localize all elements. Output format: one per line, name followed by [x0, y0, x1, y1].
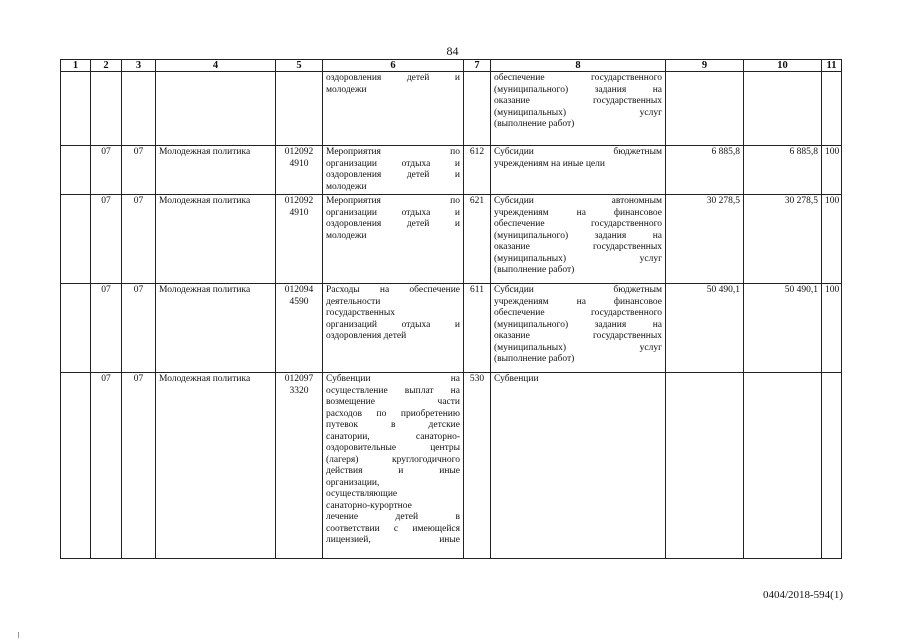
text-line: оказание государственных	[494, 96, 662, 106]
text-line: (муниципального) задания на	[494, 84, 662, 95]
cell-expense-code: 530	[464, 373, 491, 559]
column-header-8: 8	[491, 60, 666, 72]
text-line: (выполнение работ)	[494, 354, 575, 364]
column-header-3: 3	[122, 60, 156, 72]
cell-program-name: Молодежная политика	[156, 146, 276, 195]
cell-col1	[61, 146, 91, 195]
text-line: соответствии с имеющейся	[326, 523, 460, 534]
text-line: молодежи	[326, 230, 367, 241]
code-line: 012094	[284, 285, 314, 295]
cell-expense-name	[491, 284, 666, 373]
page-number: 84	[446, 44, 459, 58]
cell-section: 07	[91, 373, 122, 559]
text-line: (выполнение работ)	[494, 265, 575, 275]
cell-actual: 30 278,5	[744, 195, 822, 284]
code-line: 4910	[289, 207, 309, 218]
text-line: (муниципального) задания на	[494, 319, 662, 330]
cell-percent: 100	[822, 146, 842, 195]
cell-expense-name	[491, 72, 666, 146]
cell-expense-name	[491, 146, 666, 195]
text-line: оказание государственных	[494, 242, 662, 252]
cell-program-name: Молодежная политика	[156, 195, 276, 284]
cell-program-name: Молодежная политика	[156, 284, 276, 373]
text-line: (муниципальных) услуг	[494, 107, 662, 118]
cell-subsection: 07	[122, 195, 156, 284]
cell-expense-code	[464, 72, 491, 146]
text-line: учреждениям на финансовое	[494, 207, 662, 218]
cell-target-code	[276, 373, 323, 559]
cell-program-name	[156, 72, 276, 146]
cell-section: 07	[91, 195, 122, 284]
text-line: организации,	[326, 477, 380, 488]
cell-subsection: 07	[122, 284, 156, 373]
cell-expense-name	[491, 373, 666, 559]
cell-event-name	[323, 195, 464, 284]
cell-event-name	[323, 373, 464, 559]
text-line: Мероприятия по	[326, 196, 460, 206]
text-line: (муниципальных) услуг	[494, 342, 662, 353]
cell-program-name: Молодежная политика	[156, 373, 276, 559]
text-line: оздоровления детей	[326, 331, 407, 341]
text-line: действия и иные	[326, 466, 460, 476]
code-line: 012092	[284, 196, 314, 206]
column-header-5: 5	[276, 60, 323, 72]
cell-col1	[61, 72, 91, 146]
table-row	[61, 146, 842, 195]
text-line: (лагеря) круглогодичного	[326, 454, 460, 465]
code-line: 012097	[284, 374, 314, 384]
text-line: Субсидии бюджетным	[494, 147, 662, 157]
cell-section: 07	[91, 284, 122, 373]
cell-expense-code: 621	[464, 195, 491, 284]
cell-event-name	[323, 146, 464, 195]
cell-planned	[666, 373, 744, 559]
cell-target-code	[276, 195, 323, 284]
scan-corner-mark	[18, 632, 25, 638]
text-line: обеспечение государственного	[494, 308, 662, 318]
text-line: (муниципального) задания на	[494, 230, 662, 241]
cell-target-code	[276, 284, 323, 373]
cell-percent: 100	[822, 195, 842, 284]
cell-actual: 6 885,8	[744, 146, 822, 195]
text-line: лечение детей в	[326, 512, 460, 522]
cell-target-code	[276, 146, 323, 195]
text-line: обеспечение государственного	[494, 219, 662, 229]
cell-event-name	[323, 72, 464, 146]
text-line: организации отдыха и	[326, 158, 460, 169]
text-line: лицензией, иные	[326, 535, 460, 545]
document-code: 0404/2018-594(1)	[762, 589, 843, 601]
text-line: молодежи	[326, 181, 367, 192]
column-header-7: 7	[464, 60, 491, 72]
column-header-2: 2	[91, 60, 122, 72]
text-line: санатории, санаторно-	[326, 431, 460, 442]
text-line: Мероприятия по	[326, 147, 460, 157]
text-line: учреждениям на финансовое	[494, 296, 662, 307]
cell-expense-code: 612	[464, 146, 491, 195]
text-line: осуществляющие	[326, 489, 398, 499]
code-line: 4590	[289, 296, 309, 307]
cell-section: 07	[91, 146, 122, 195]
cell-percent: 100	[822, 284, 842, 373]
text-line: (муниципальных) услуг	[494, 253, 662, 264]
text-line: осуществление выплат на	[326, 385, 460, 396]
text-line: Субвенции	[494, 374, 539, 384]
text-line: государственных	[326, 308, 396, 318]
cell-section	[91, 72, 122, 146]
text-line: путевок в детские	[326, 420, 460, 430]
text-line: возмещение части	[326, 397, 460, 407]
table-row	[61, 195, 842, 284]
cell-subsection: 07	[122, 373, 156, 559]
text-line: оздоровления детей и	[326, 170, 460, 180]
column-header-10: 10	[744, 60, 822, 72]
code-line: 3320	[289, 385, 309, 396]
column-header-4: 4	[156, 60, 276, 72]
budget-table	[60, 59, 842, 559]
column-header-1: 1	[61, 60, 91, 72]
code-line: 4910	[289, 158, 309, 169]
cell-expense-name	[491, 195, 666, 284]
cell-actual	[744, 373, 822, 559]
cell-col1	[61, 373, 91, 559]
column-header-9: 9	[666, 60, 744, 72]
cell-percent	[822, 373, 842, 559]
cell-subsection	[122, 72, 156, 146]
cell-percent	[822, 72, 842, 146]
cell-planned: 50 490,1	[666, 284, 744, 373]
text-line: санаторно-курортное	[326, 500, 412, 511]
cell-planned: 6 885,8	[666, 146, 744, 195]
cell-expense-code: 611	[464, 284, 491, 373]
text-line: (выполнение работ)	[494, 119, 575, 129]
column-header-11: 11	[822, 60, 842, 72]
cell-actual	[744, 72, 822, 146]
text-line: расходов по приобретению	[326, 408, 460, 419]
text-line: организации отдыха и	[326, 207, 460, 218]
cell-actual: 50 490,1	[744, 284, 822, 373]
table-row	[61, 373, 842, 559]
cell-col1	[61, 195, 91, 284]
table-row	[61, 72, 842, 146]
text-line: Субвенции на	[326, 374, 460, 384]
cell-subsection: 07	[122, 146, 156, 195]
text-line: организаций отдыха и	[326, 319, 460, 330]
column-header-6: 6	[323, 60, 464, 72]
text-line: оказание государственных	[494, 331, 662, 341]
cell-target-code	[276, 72, 323, 146]
cell-col1	[61, 284, 91, 373]
code-line: 012092	[284, 147, 314, 157]
text-line: оздоровительные центры	[326, 443, 460, 453]
text-line: Субсидии автономным	[494, 196, 662, 206]
cell-planned	[666, 72, 744, 146]
text-line: учреждениям на иные цели	[494, 158, 605, 169]
text-line: молодежи	[326, 84, 367, 95]
table-row	[61, 284, 842, 373]
text-line: обеспечение государственного	[494, 73, 662, 83]
cell-event-name	[323, 284, 464, 373]
text-line: деятельности	[326, 296, 381, 307]
text-line: оздоровления детей и	[326, 219, 460, 229]
cell-planned: 30 278,5	[666, 195, 744, 284]
text-line: оздоровления детей и	[326, 73, 460, 83]
header-row	[61, 60, 842, 72]
text-line: Субсидии бюджетным	[494, 285, 662, 295]
text-line: Расходы на обеспечение	[326, 285, 460, 295]
